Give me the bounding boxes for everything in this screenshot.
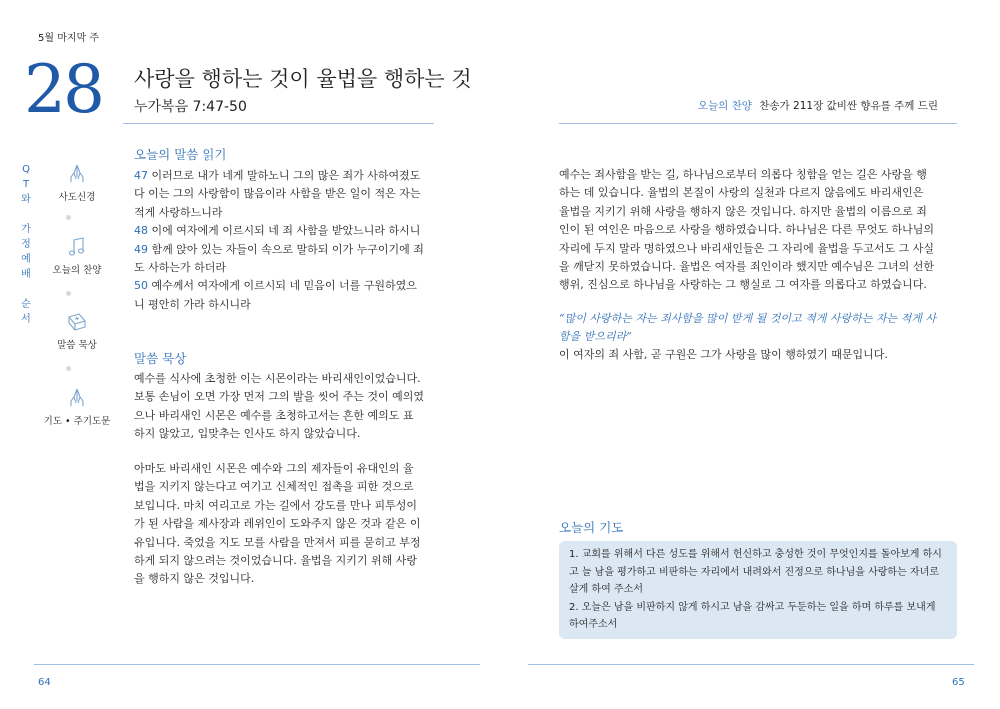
header-rule-left [123, 123, 434, 124]
hymn-text: 찬송가 211장 값비싼 향유를 주께 드린 [759, 100, 938, 112]
sidebar-item-creed [42, 163, 112, 203]
scripture-reading: 47 이러므로 내가 네게 말하노니 그의 많은 죄가 사하여졌도 다 이는 그의 사랑함이 많음이라 사함을 받은 일이 적은 자는 적게 사랑하느니라 48 이에 여자에게 이르시되 네 죄 사함을 받았느니라 하시니 49 함께 앉아 있는 자들이 속으로 말하되 이가 누구이기에 죄 도 사하는가 하더라 50 예수께서 여자에게 이르시되 네 믿음이 너를 구원하였으 니 평안히 가라 하시니라 [134, 167, 444, 314]
praying-hands-icon [66, 163, 88, 185]
verse-number: 49 [134, 242, 148, 256]
sidebar-item-label: 사도신경 [58, 192, 96, 203]
prayer-item-1: 1. 교회를 위해서 다른 성도를 위해서 헌신하고 충성한 것이 무엇인지를 돌아보게 하시 [569, 549, 942, 560]
praying-hands-icon [66, 387, 88, 409]
meditation-paragraph-2: 아마도 바리새인 시몬은 예수와 그의 제자들이 유대인의 율 법을 지키지 않는다고 여기고 신체적인 접촉을 피한 것으로 보입니다. 마치 여리고로 가는 길에서 강도를 만나 피투성이 가 된 사람을 제사장과 레위인이 도와주지 않은 것과 같은 이 유입니다. 죽었을 지도 모를 사람을 만져서 피를 묻히고 부정 하게 되지 않으려는 것이었습니다. 율법을 지키기 위해 사랑 을 행하지 않은 것입니다. [134, 462, 421, 586]
sidebar-item-label: 말씀 묵상 [57, 340, 97, 351]
verse-48: 48 이에 여자에게 이르시되 네 죄 사함을 받았느니라 하시니 [134, 224, 421, 238]
header-rule-right [559, 123, 957, 124]
sidebar-item-meditation [42, 311, 112, 351]
verse-number: 47 [134, 169, 148, 182]
page-title: 사랑을 행하는 것이 율법을 행하는 것 [134, 67, 472, 91]
bible-book-icon [65, 311, 89, 333]
page-number-right: 65 [952, 677, 965, 688]
meditation-paragraph-1: 예수를 식사에 초청한 이는 시몬이라는 바리새인이었습니다. 보통 손님이 오면 가장 먼저 그의 발을 씻어 주는 것이 예의였 으나 바리새인 시몬은 예수를 초청하고서는 흔한 예의도 표 하지 않았고, 입맞추는 인사도 하지 않았습니다. [134, 372, 424, 441]
sidebar-item-prayer [42, 387, 112, 427]
scripture-reference: 누가복음 7:47-50 [134, 99, 247, 115]
prayer-box: 1. 교회를 위해서 다른 성도를 위해서 헌신하고 충성한 것이 무엇인지를 돌아보게 하시 고 늘 남을 평가하고 비판하는 자리에서 내려와서 진정으로 하나님을 사랑하는 자녀로 살게 하여 주소서 2. 오늘은 남을 비판하지 않게 하시고 남을 감싸고 두둔하는 일을 하며 하루를 보내게 하여주소서 [559, 541, 957, 639]
sidebar-item-hymn [42, 236, 112, 276]
footer-rule-right [528, 664, 974, 665]
sidebar-item-label: 오늘의 찬양 [52, 265, 102, 276]
week-label: 5월 마지막 주 [38, 33, 100, 44]
meditation-heading: 말씀 묵상 [134, 351, 187, 366]
hymn-label: 오늘의 찬양 [697, 100, 752, 112]
sidebar-item-label: 기도 • 주기도문 [43, 416, 111, 427]
verse-47: 47 이러므로 내가 네게 말하노니 그의 많은 죄가 사하여졌도 [134, 169, 421, 182]
sidebar-divider-dot [66, 366, 71, 371]
sidebar-divider-dot [66, 291, 71, 296]
day-number: 28 [24, 51, 102, 128]
meditation-paragraph-3: 예수는 죄사함을 받는 길, 하나님으로부터 의롭다 칭함을 얻는 길은 사랑을 행 하는 데 있습니다. 율법의 본질이 사랑의 실천과 다르지 않음에도 바리새인은 율법을 지키기 위해 사랑을 행하지 않은 것입니다. 하지만 율법의 이름으로 죄 인이 된 여인은 마음으로 사랑을 행하였습니다. 하나님은 다른 무엇도 하나님의 자리에 두지 말라 명하였으나 바리새인들은 그 자리에 율법을 두고서도 그 사실 을 깨닫지 못하였습니다. 율법은 여자를 죄인이라 했지만 예수님은 그녀의 선한 행위, 진심으로 하나님을 사랑하는 그 행실로 그 여자를 의롭다고 하였습니다. [559, 168, 934, 292]
verse-49: 49 함께 앉아 있는 자들이 속으로 말하되 이가 누구이기에 죄 [134, 242, 424, 256]
sidebar-divider-dot [66, 215, 71, 220]
page-number-left: 64 [38, 677, 51, 688]
music-note-icon [66, 236, 88, 258]
prayer-item-2: 2. 오늘은 남을 비판하지 않게 하시고 남을 감싸고 두둔하는 일을 하며 하루를 보내게 [569, 601, 936, 613]
prayer-number: 2. [569, 601, 579, 613]
reading-heading: 오늘의 말씀 읽기 [134, 147, 227, 162]
verse-number: 50 [134, 279, 148, 293]
prayer-heading: 오늘의 기도 [559, 520, 624, 535]
verse-number: 48 [134, 224, 148, 238]
closing-sentence: 이 여자의 죄 사함, 곧 구원은 그가 사랑을 많이 행하였기 때문입니다. [559, 348, 888, 361]
footer-rule-left [34, 664, 480, 665]
scripture-quote: “많이 사랑하는 자는 죄사함을 많이 받게 될 것이고 적게 사랑하는 자는 적게 사 함을 받으리라” [559, 312, 936, 344]
hymn-line [698, 98, 938, 113]
qt-order-label: Q T 와 가 정 예 배 순 서 [21, 164, 31, 325]
verse-50: 50 예수께서 여자에게 이르시되 네 믿음이 너를 구원하였으 [134, 279, 417, 293]
prayer-number: 1. [569, 549, 579, 560]
